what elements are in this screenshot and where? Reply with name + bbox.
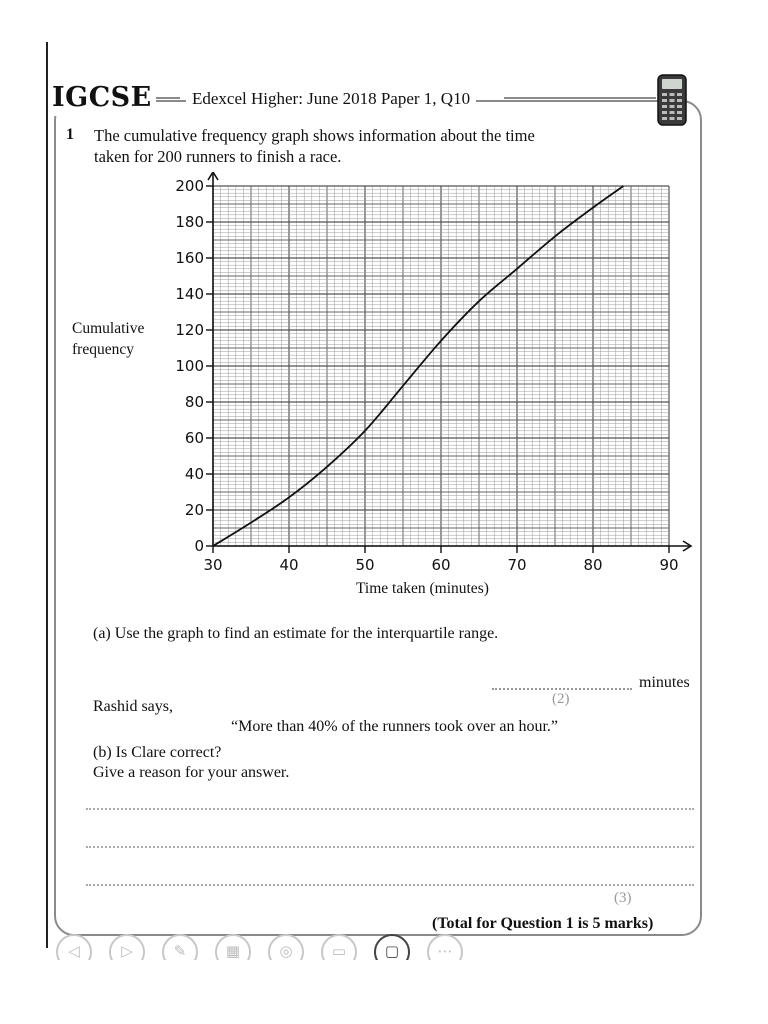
marks-a: (2) — [552, 691, 570, 707]
y-tick-label: 40 — [184, 465, 204, 483]
left-margin-rule — [46, 42, 48, 948]
part-a-text: (a) Use the graph to find an estimate for the interquartile range. — [93, 625, 499, 642]
paper-title: Edexcel Higher: June 2018 Paper 1, Q10 — [186, 88, 476, 110]
y-tick-label: 60 — [184, 429, 204, 447]
answer-line-a[interactable] — [492, 688, 632, 690]
x-tick-label: 40 — [279, 556, 299, 572]
screen-icon[interactable]: ▭ — [321, 934, 357, 960]
y-tick-label: 80 — [184, 393, 204, 411]
camera-icon[interactable]: ▢ — [374, 934, 410, 960]
part-b-question: (b) Is Clare correct? — [93, 744, 222, 761]
answer-unit: minutes — [639, 674, 690, 691]
x-axis-label: Time taken (minutes) — [356, 580, 489, 597]
header-rule-right — [504, 97, 656, 99]
part-b-instruction: Give a reason for your answer. — [93, 764, 290, 781]
marks-b: (3) — [614, 890, 632, 906]
x-tick-label: 30 — [203, 556, 223, 572]
pen-icon[interactable]: ✎ — [162, 934, 198, 960]
y-tick-label: 100 — [175, 357, 204, 375]
grid-icon[interactable]: ▦ — [215, 934, 251, 960]
answer-line-b3[interactable] — [86, 884, 694, 886]
cumulative-frequency-chart — [160, 172, 700, 572]
question-text: The cumulative frequency graph shows information about the time taken for 200 runners to finish a race. — [94, 126, 535, 166]
stamp-icon[interactable]: ◎ — [268, 934, 304, 960]
answer-line-b2[interactable] — [86, 846, 694, 848]
answer-line-b1[interactable] — [86, 808, 694, 810]
x-tick-label: 70 — [507, 556, 527, 572]
y-tick-label: 200 — [175, 177, 204, 195]
total-marks: (Total for Question 1 is 5 marks) — [432, 915, 654, 932]
more-icon[interactable]: ⋯ — [427, 934, 463, 960]
question-number: 1 — [66, 126, 74, 143]
igcse-logo: IGCSE — [52, 80, 156, 116]
x-tick-label: 90 — [659, 556, 679, 572]
back-icon[interactable]: ◁ — [56, 934, 92, 960]
y-tick-label: 0 — [194, 537, 204, 555]
y-tick-label: 160 — [175, 249, 204, 267]
y-axis-label-line: Cumulative — [72, 320, 145, 337]
y-tick-label: 120 — [175, 321, 204, 339]
y-tick-label: 20 — [184, 501, 204, 519]
play-icon[interactable]: ▷ — [109, 934, 145, 960]
rashid-says: Rashid says, — [93, 698, 173, 715]
x-tick-label: 60 — [431, 556, 451, 572]
x-tick-label: 50 — [355, 556, 375, 572]
annotation-toolbar — [56, 930, 466, 960]
y-axis-label — [72, 318, 144, 360]
y-tick-label: 140 — [175, 285, 204, 303]
rashid-quote: “More than 40% of the runners took over an hour.” — [231, 718, 559, 735]
calculator-icon — [657, 74, 687, 126]
y-axis-label-line: frequency — [72, 341, 134, 358]
x-tick-label: 80 — [583, 556, 603, 572]
y-tick-label: 180 — [175, 213, 204, 231]
